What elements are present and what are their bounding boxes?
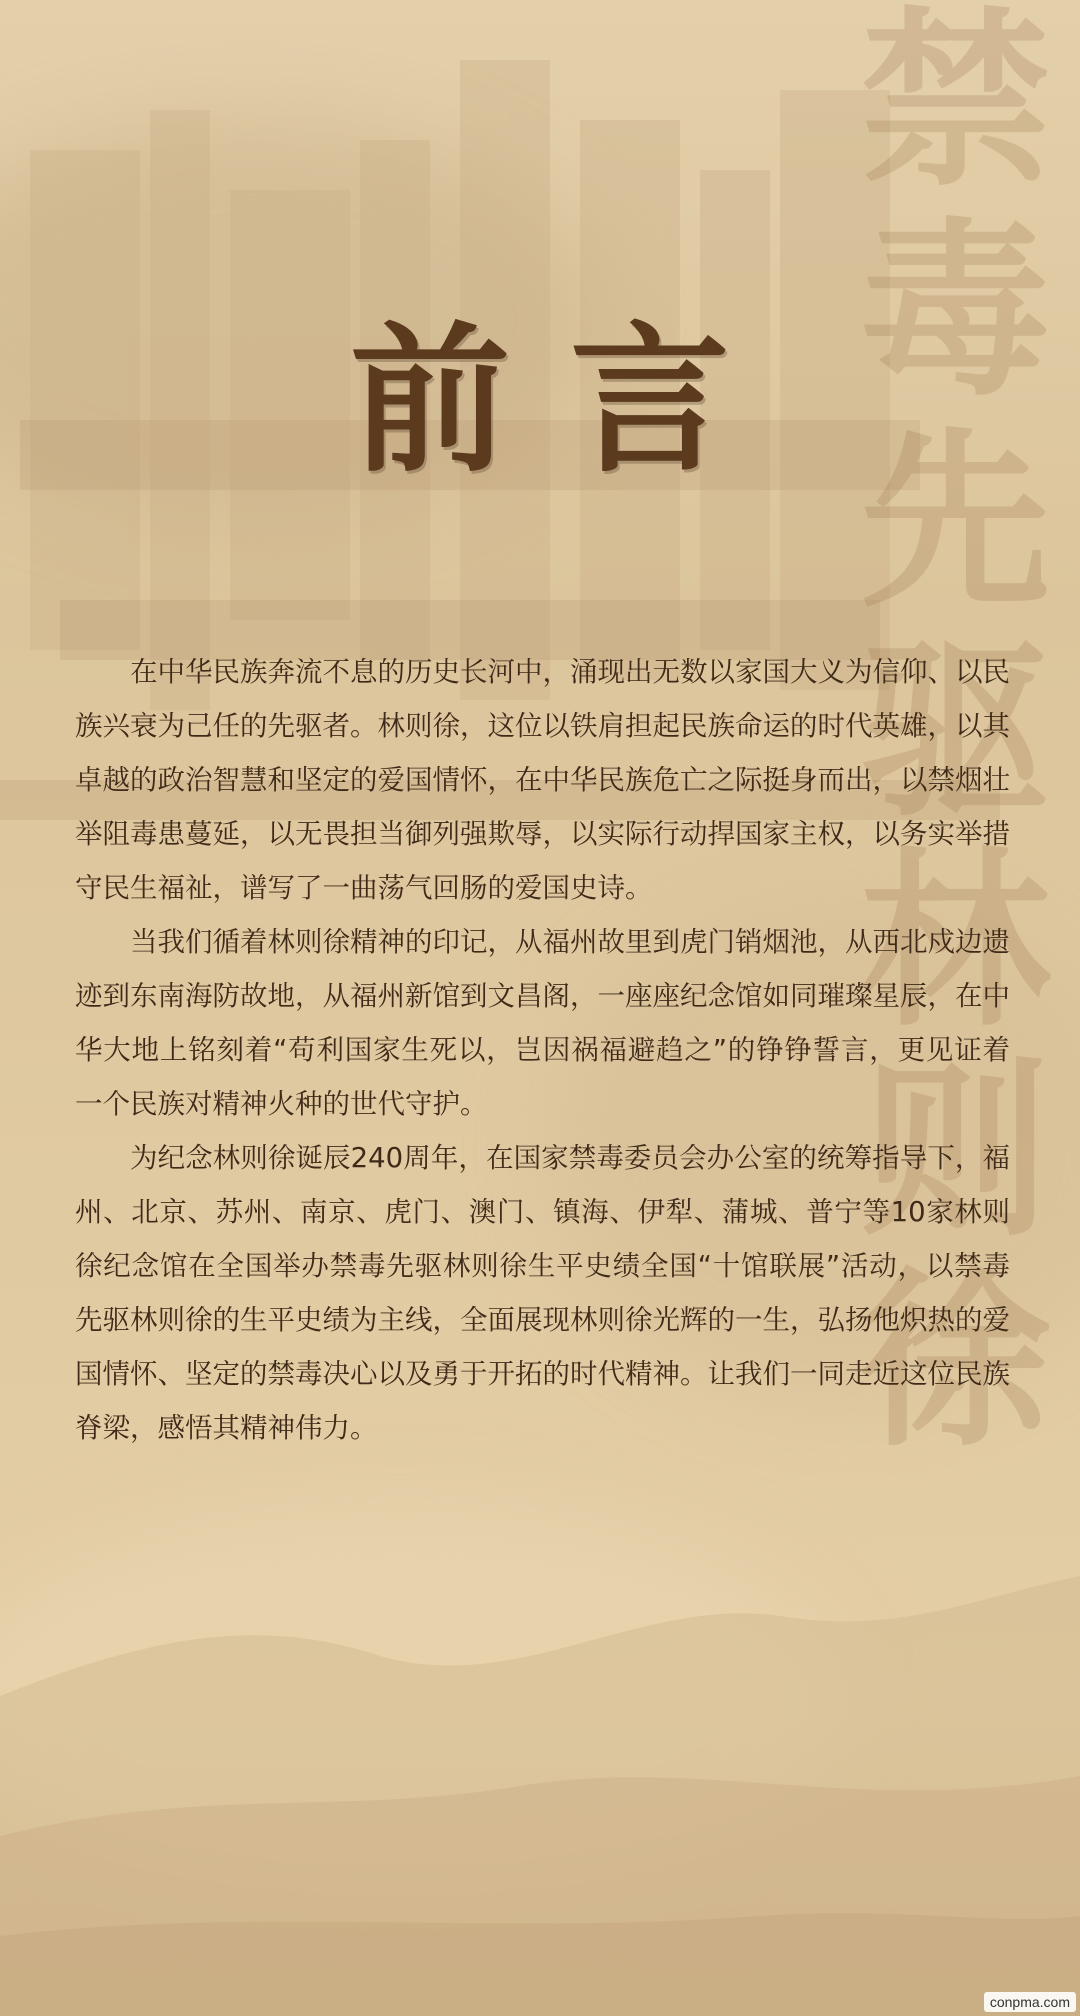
site-watermark: conpma.com [984, 1992, 1076, 2012]
preface-article [75, 645, 1010, 1455]
paragraph-2: 当我们循着林则徐精神的印记，从福州故里到虎门销烟池，从西北戍边遗迹到东南海防故地，从福州新馆到文昌阁，一座座纪念馆如同璀璨星辰，在中华大地上铭刻着“苟利国家生死以，岂因祸福避趋之”的铮铮誓言，更见证着一个民族对精神火种的世代守护。 [75, 926, 1010, 1120]
page-title: 前言 [349, 306, 790, 494]
paragraph-1: 在中华民族奔流不息的历史长河中，涌现出无数以家国大义为信仰、以民族兴衰为己任的先驱者。林则徐，这位以铁肩担起民族命运的时代英雄，以其卓越的政治智慧和坚定的爱国情怀，在中华民族危亡之际挺身而出，以禁烟壮举阻毒患蔓延，以无畏担当御列强欺辱，以实际行动捍国家主权，以务实举措守民生福祉，谱写了一曲荡气回肠的爱国史诗。 [75, 656, 1010, 904]
paragraph-3: 为纪念林则徐诞辰240周年，在国家禁毒委员会办公室的统筹指导下，福州、北京、苏州、南京、虎门、澳门、镇海、伊犁、蒲城、普宁等10家林则徐纪念馆在全国举办禁毒先驱林则徐生平史绩全国“十馆联展”活动，以禁毒先驱林则徐的生平史绩为主线，全面展现林则徐光辉的一生，弘扬他炽热的爱国情怀、坚定的禁毒决心以及勇于开拓的时代精神。让我们一同走近这位民族脊梁，感悟其精神伟力。 [75, 1142, 1010, 1444]
vertical-calligraphy-watermark: 禁毒先驱林则徐 [829, 0, 1052, 1470]
